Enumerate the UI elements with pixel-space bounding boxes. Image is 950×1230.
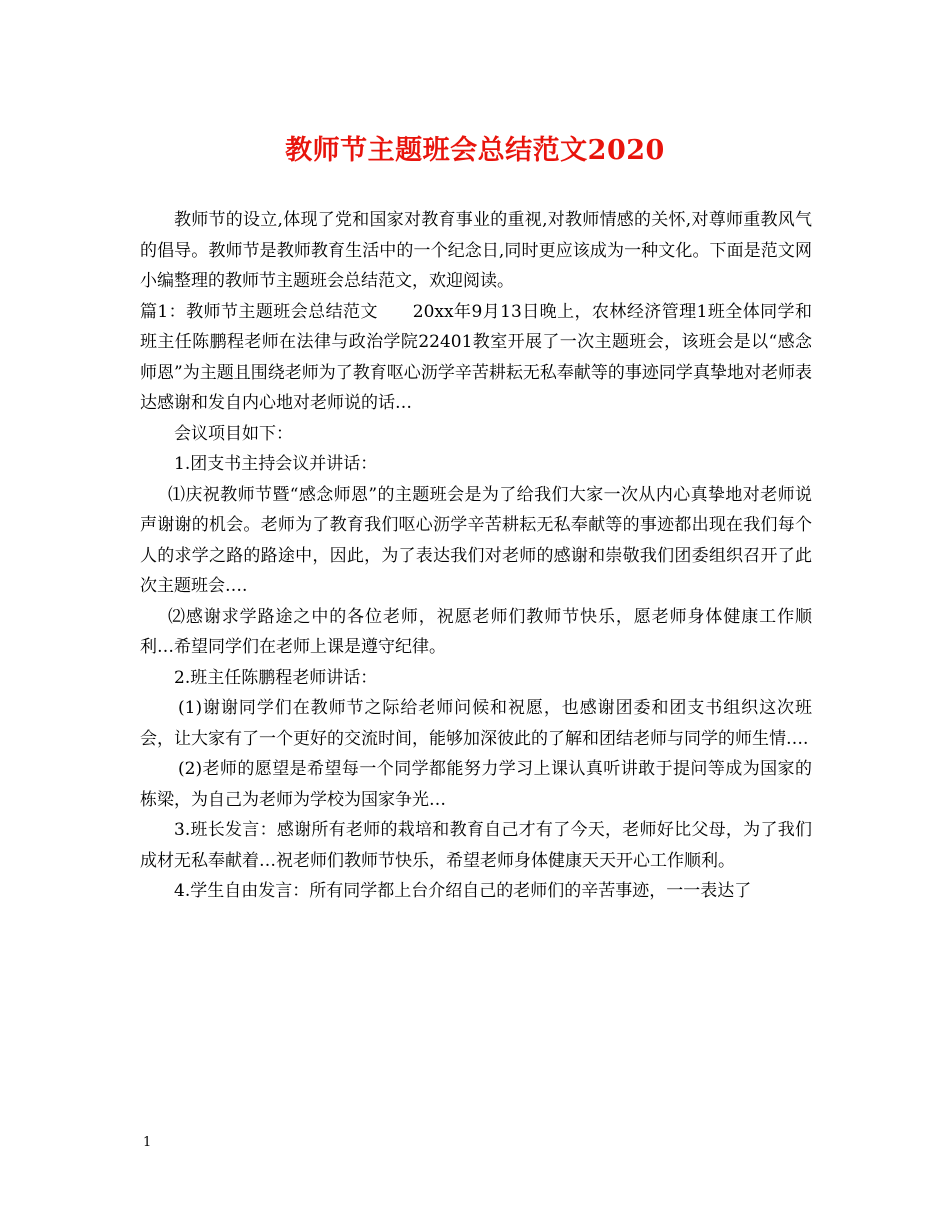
document-title: 教师节主题班会总结范文2020	[285, 135, 665, 166]
paragraph-item-2: 2.班主任陈鹏程老师讲话：	[174, 667, 378, 688]
paragraph-item-2-sub-1: (1)谢谢同学们在教师节之际给老师问候和祝愿，也感谢团委和团支书组织这次班会，让大家有了一个更好的交流时间，能够加深彼此的了解和团结老师与同学的师生情….	[140, 698, 812, 749]
paragraph-item-4: 4.学生自由发言：所有同学都上台介绍自己的老师们的辛苦事迹，一一表达了	[174, 881, 752, 901]
paragraph-article-1: 篇1：教师节主题班会总结范文 20xx年9月13日晚上，农林经济管理1班全体同学和班主任陈鹏程老师在法律与政治学院22401教室开展了一次主题班会，该班会是以“感念师恩”为主题且围绕老师为了教育呕心沥学辛苦耕耘无私奉献等的事迹同学真挚地对老师表达感谢和发自内心地对老师说的话…	[140, 301, 812, 413]
paragraph-item-1-sub-1: ⑴庆祝教师节暨“感念师恩”的主题班会是为了给我们大家一次从内心真挚地对老师说声谢谢的机会。老师为了教育我们呕心沥学辛苦耕耘无私奉献等的事迹都出现在我们每个人的求学之路的路途中，因此，为了表达我们对老师的感谢和崇敬我们团委组织召开了此次主题班会….	[140, 484, 812, 596]
paragraph-item-1-sub-2: ⑵感谢求学路途之中的各位老师，祝愿老师们教师节快乐，愿老师身体健康工作顺利…希望同学们在老师上课是遵守纪律。	[140, 606, 812, 657]
paragraph-meeting-items: 会议项目如下：	[174, 423, 293, 444]
page-number: 1	[143, 1135, 152, 1150]
paragraph-item-1: 1.团支书主持会议并讲话：	[174, 454, 378, 474]
paragraph-item-2-sub-2: (2)老师的愿望是希望每一个同学都能努力学习上课认真听讲敢于提问等成为国家的栋梁，为自己为老师为学校为国家争光…	[140, 759, 812, 810]
document-body	[140, 205, 812, 907]
paragraph-item-3: 3.班长发言：感谢所有老师的栽培和教育自己才有了今天，老师好比父母，为了我们成材无私奉献着…祝老师们教师节快乐，希望老师身体健康天天开心工作顺利。	[140, 820, 812, 871]
paragraph-intro: 教师节的设立,体现了党和国家对教育事业的重视,对教师情感的关怀,对尊师重教风气的倡导。教师节是教师教育生活中的一个纪念日,同时更应该成为一种文化。下面是范文网小编整理的教师节主题班会总结范文，欢迎阅读。	[140, 210, 812, 291]
